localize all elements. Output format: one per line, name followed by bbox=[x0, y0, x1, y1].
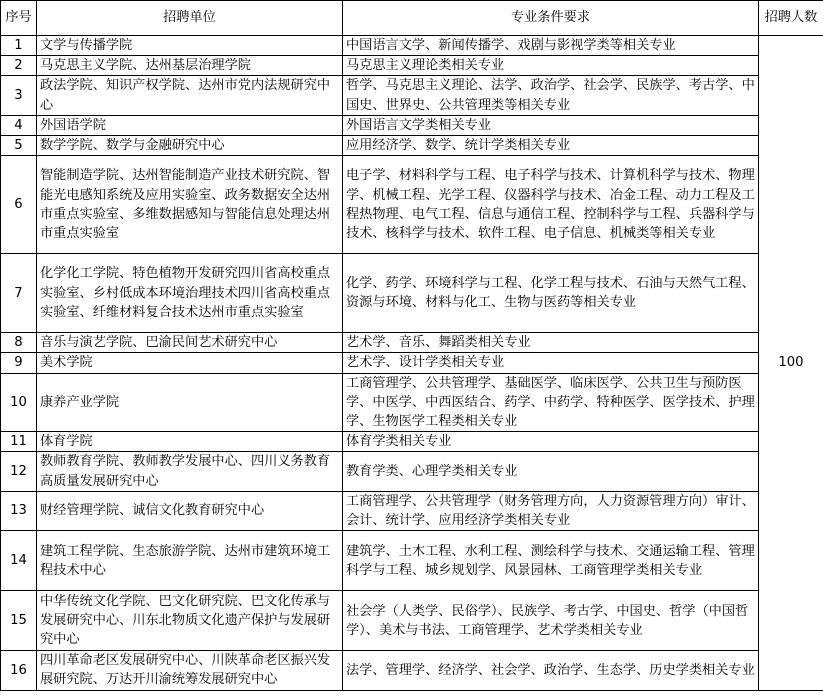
row-number: 6 bbox=[1, 156, 37, 254]
table-row bbox=[1, 156, 823, 254]
table-row bbox=[1, 452, 823, 491]
header-row bbox=[1, 1, 823, 36]
major-requirements: 法学、管理学、经济学、社会学、政治学、生态学、历史学类相关专业 bbox=[343, 651, 759, 690]
header-unit: 招聘单位 bbox=[37, 1, 343, 36]
table-row bbox=[1, 333, 823, 353]
table-row bbox=[1, 254, 823, 333]
major-requirements: 应用经济学、数学、统计学类相关专业 bbox=[343, 136, 759, 156]
row-number: 7 bbox=[1, 254, 37, 333]
major-requirements: 教育学类、心理学类相关专业 bbox=[343, 452, 759, 491]
table-row bbox=[1, 373, 823, 432]
recruiting-unit: 美术学院 bbox=[37, 353, 343, 373]
major-requirements: 艺术学、音乐、舞蹈类相关专业 bbox=[343, 333, 759, 353]
row-number: 14 bbox=[1, 531, 37, 591]
row-number: 2 bbox=[1, 56, 37, 76]
table-row bbox=[1, 531, 823, 591]
table-row bbox=[1, 651, 823, 690]
major-requirements: 外国语言文学类相关专业 bbox=[343, 115, 759, 135]
table-row bbox=[1, 76, 823, 115]
recruiting-unit: 教师教育学院、教师教学发展中心、四川义务教育高质量发展研究中心 bbox=[37, 452, 343, 491]
header-count: 招聘人数 bbox=[759, 1, 823, 36]
recruiting-unit: 化学化工学院、特色植物开发研究四川省高校重点实验室、乡村低成本环境治理技术四川省高校重点实验室、纤维材料复合技术达州市重点实验室 bbox=[37, 254, 343, 333]
row-number: 4 bbox=[1, 115, 37, 135]
row-number: 10 bbox=[1, 373, 37, 432]
major-requirements: 建筑学、土木工程、水利工程、测绘科学与技术、交通运输工程、管理科学与工程、城乡规划学、风景园林、工商管理学类相关专业 bbox=[343, 531, 759, 591]
recruiting-unit: 数学学院、数学与金融研究中心 bbox=[37, 136, 343, 156]
major-requirements: 社会学（人类学、民俗学）、民族学、考古学、中国史、哲学（中国哲学）、美术与书法、工商管理学、艺术学类相关专业 bbox=[343, 591, 759, 651]
major-requirements: 工商管理学、公共管理学（财务管理方向，人力资源管理方向）审计、会计、统计学、应用经济学类相关专业 bbox=[343, 491, 759, 530]
header-no: 序号 bbox=[1, 1, 37, 36]
table-row bbox=[1, 136, 823, 156]
major-requirements: 化学、药学、环境科学与工程、化学工程与技术、石油与天然气工程、资源与环境、材料与化工、生物与医药等相关专业 bbox=[343, 254, 759, 333]
recruiting-unit: 马克思主义学院、达州基层治理学院 bbox=[37, 56, 343, 76]
recruiting-unit: 四川革命老区发展研究中心、川陕革命老区振兴发展研究院、万达开川渝统筹发展研究中心 bbox=[37, 651, 343, 690]
major-requirements: 艺术学、设计学类相关专业 bbox=[343, 353, 759, 373]
table-row bbox=[1, 36, 823, 56]
recruiting-unit: 中华传统文化学院、巴文化研究院、巴文化传承与发展研究中心、川东北物质文化遗产保护与发展研究中心 bbox=[37, 591, 343, 651]
table-row bbox=[1, 56, 823, 76]
row-number: 16 bbox=[1, 651, 37, 690]
table-row bbox=[1, 115, 823, 135]
recruiting-unit: 智能制造学院、达州智能制造产业技术研究院、智能光电感知系统及应用实验室、政务数据安全达州市重点实验室、多维数据感知与智能信息处理达州市重点实验室 bbox=[37, 156, 343, 254]
header-requirements: 专业条件要求 bbox=[343, 1, 759, 36]
table-row bbox=[1, 432, 823, 452]
recruiting-unit: 体育学院 bbox=[37, 432, 343, 452]
recruiting-unit: 音乐与演艺学院、巴渝民间艺术研究中心 bbox=[37, 333, 343, 353]
recruit-count: 100 bbox=[759, 36, 823, 691]
recruiting-unit: 建筑工程学院、生态旅游学院、达州市建筑环境工程技术中心 bbox=[37, 531, 343, 591]
row-number: 5 bbox=[1, 136, 37, 156]
recruiting-unit: 文学与传播学院 bbox=[37, 36, 343, 56]
row-number: 1 bbox=[1, 36, 37, 56]
recruiting-unit: 政法学院、知识产权学院、达州市党内法规研究中心 bbox=[37, 76, 343, 115]
row-number: 13 bbox=[1, 491, 37, 530]
major-requirements: 马克思主义理论类相关专业 bbox=[343, 56, 759, 76]
major-requirements: 哲学、马克思主义理论、法学、政治学、社会学、民族学、考古学、中国史、世界史、公共管理类等相关专业 bbox=[343, 76, 759, 115]
row-number: 11 bbox=[1, 432, 37, 452]
table-row bbox=[1, 491, 823, 530]
row-number: 15 bbox=[1, 591, 37, 651]
major-requirements: 中国语言文学、新闻传播学、戏剧与影视学类等相关专业 bbox=[343, 36, 759, 56]
row-number: 9 bbox=[1, 353, 37, 373]
recruiting-unit: 康养产业学院 bbox=[37, 373, 343, 432]
row-number: 3 bbox=[1, 76, 37, 115]
major-requirements: 电子学、材料科学与工程、电子科学与技术、计算机科学与技术、物理学、机械工程、光学工程、仪器科学与技术、冶金工程、动力工程及工程热物理、电气工程、信息与通信工程、控制科学与工程、兵器科学与技术、核科学与技术、软件工程、电子信息、机械类等相关专业 bbox=[343, 156, 759, 254]
table-row bbox=[1, 353, 823, 373]
major-requirements: 体育学类相关专业 bbox=[343, 432, 759, 452]
recruiting-unit: 财经管理学院、诚信文化教育研究中心 bbox=[37, 491, 343, 530]
table-row bbox=[1, 591, 823, 651]
row-number: 12 bbox=[1, 452, 37, 491]
recruiting-unit: 外国语学院 bbox=[37, 115, 343, 135]
row-number: 8 bbox=[1, 333, 37, 353]
major-requirements: 工商管理学、公共管理学、基础医学、临床医学、公共卫生与预防医学、中医学、中西医结合、药学、中药学、特种医学、医学技术、护理学、生物医学工程类相关专业 bbox=[343, 373, 759, 432]
